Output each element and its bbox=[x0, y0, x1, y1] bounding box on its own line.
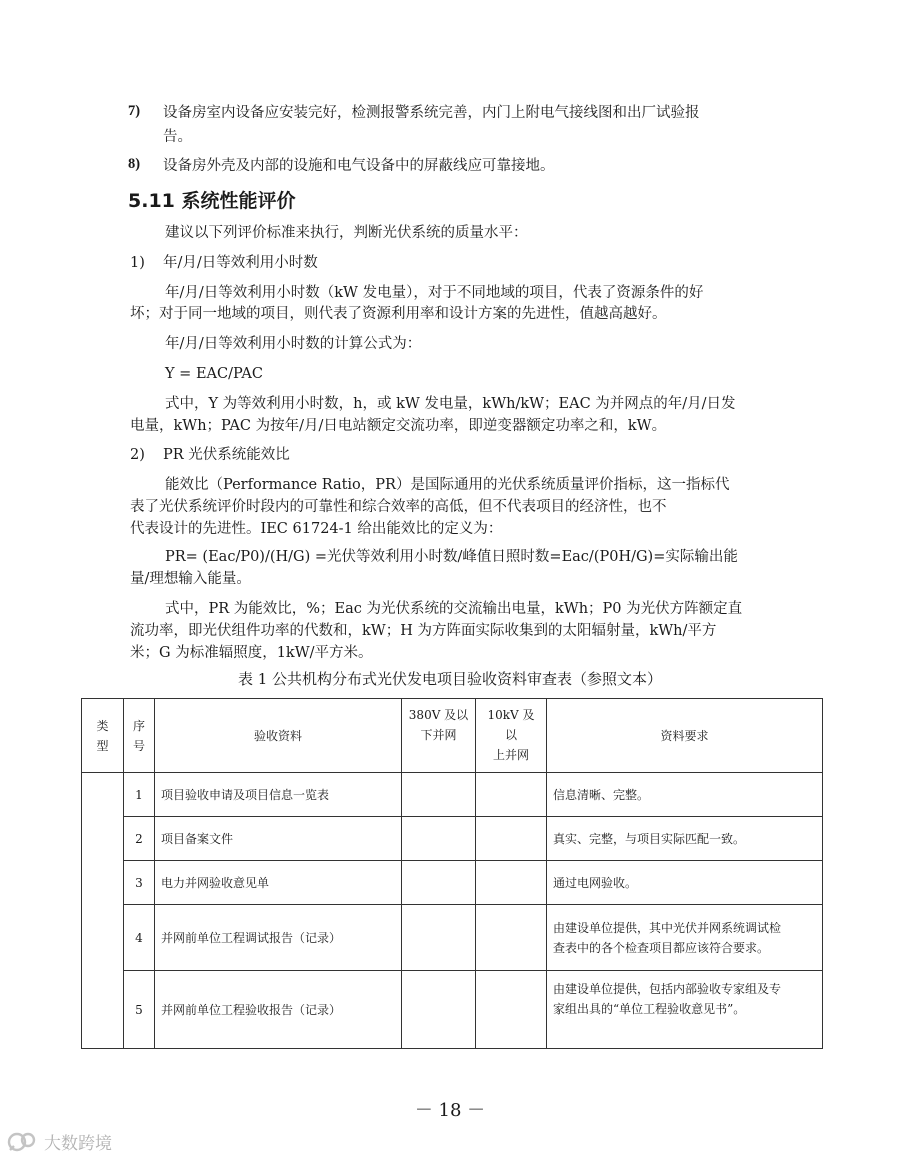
list-number: 7) bbox=[128, 103, 141, 119]
paragraph-line: 流功率，即光伏组件功率的代数和，kW；H 为方阵面实际收集到的太阳辐射量，kWh/平方 bbox=[130, 623, 717, 639]
col-header-requirement: 资料要求 bbox=[547, 699, 823, 773]
table-header-row bbox=[82, 699, 823, 773]
row-requirement: 真实、完整，与项目实际匹配一致。 bbox=[547, 817, 823, 861]
page-number: － 18 － bbox=[414, 1100, 486, 1121]
row-number: 3 bbox=[124, 861, 155, 905]
table-row bbox=[82, 905, 823, 971]
col-header-seq: 序 号 bbox=[124, 699, 155, 773]
row-requirement: 由建设单位提供，包括内部验收专家组及专 家组出具的“单位工程验收意见书”。 bbox=[547, 971, 823, 1049]
row-material: 并网前单位工程验收报告（记录） bbox=[155, 971, 402, 1049]
paragraph-line: 电量，kWh；PAC 为按年/月/日电站额定交流功率，即逆变器额定功率之和，kW。 bbox=[130, 418, 667, 434]
row-material: 并网前单位工程调试报告（记录） bbox=[155, 905, 402, 971]
list-number: 8) bbox=[128, 156, 141, 172]
col-header-10kv: 10kV 及以 上并网 bbox=[476, 699, 547, 773]
row-380v bbox=[402, 817, 476, 861]
type-cell bbox=[82, 773, 124, 1049]
sub-title: PR 光伏系统能效比 bbox=[163, 447, 290, 463]
table-row bbox=[82, 971, 823, 1049]
paragraph-line: 能效比（Performance Ratio，PR）是国际通用的光伏系统质量评价指标，这一指标代 bbox=[165, 477, 730, 493]
paragraph-line: 表了光伏系统评价时段内的可靠性和综合效率的高低，但不代表项目的经济性，也不 bbox=[130, 499, 667, 515]
table-row bbox=[82, 773, 823, 817]
table-row bbox=[82, 861, 823, 905]
row-380v bbox=[402, 861, 476, 905]
formula-line: PR= (Eac/P0)/(H/G) =光伏等效利用小时数/峰值日照时数=Eac/(P0H/G)=实际输出能 bbox=[165, 549, 738, 565]
col-header-material: 验收资料 bbox=[155, 699, 402, 773]
col-header-380v: 380V 及以 下并网 bbox=[402, 699, 476, 773]
row-10kv bbox=[476, 905, 547, 971]
row-requirement: 通过电网验收。 bbox=[547, 861, 823, 905]
paragraph-line: 告。 bbox=[163, 129, 192, 145]
formula: Y = EAC/PAC bbox=[165, 366, 263, 382]
row-material: 项目验收申请及项目信息一览表 bbox=[155, 773, 402, 817]
row-380v bbox=[402, 773, 476, 817]
section-number: 5.11 bbox=[128, 190, 175, 212]
paragraph-line: 式中，Y 为等效利用小时数，h，或 kW 发电量，kWh/kW；EAC 为并网点的年/月/日发 bbox=[165, 396, 736, 412]
watermark-text: 大数跨境 bbox=[44, 1133, 112, 1154]
row-requirement: 由建设单位提供，其中光伏并网系统调试检 查表中的各个检查项目都应该符合要求。 bbox=[547, 905, 823, 971]
section-title: 系统性能评价 bbox=[181, 190, 296, 212]
sub-number: 1) bbox=[130, 255, 145, 271]
paragraph-line: 设备房室内设备应安装完好，检测报警系统完善，内门上附电气接线图和出厂试验报 bbox=[163, 105, 700, 121]
row-requirement: 信息清晰、完整。 bbox=[547, 773, 823, 817]
formula-line: 量/理想输入能量。 bbox=[130, 571, 251, 587]
row-10kv bbox=[476, 861, 547, 905]
section-heading bbox=[128, 186, 296, 213]
row-10kv bbox=[476, 971, 547, 1049]
paragraph-line: 式中，PR 为能效比，%；Eac 为光伏系统的交流输出电量，kWh；P0 为光伏方阵额定直 bbox=[165, 601, 743, 617]
paragraph-line: 年/月/日等效利用小时数（kW 发电量），对于不同地域的项目，代表了资源条件的好 bbox=[165, 285, 704, 301]
sub-number: 2) bbox=[130, 447, 145, 463]
paragraph-line: 坏；对于同一地域的项目，则代表了资源利用率和设计方案的先进性，值越高越好。 bbox=[130, 306, 667, 322]
row-380v bbox=[402, 971, 476, 1049]
row-material: 电力并网验收意见单 bbox=[155, 861, 402, 905]
brand-logo-icon bbox=[6, 1128, 40, 1154]
row-number: 1 bbox=[124, 773, 155, 817]
col-header-type: 类 型 bbox=[82, 699, 124, 773]
row-material: 项目备案文件 bbox=[155, 817, 402, 861]
row-380v bbox=[402, 905, 476, 971]
row-number: 5 bbox=[124, 971, 155, 1049]
row-10kv bbox=[476, 817, 547, 861]
table-row bbox=[82, 817, 823, 861]
paragraph-line: 米；G 为标准辐照度，1kW/平方米。 bbox=[130, 645, 373, 661]
paragraph-line: 设备房外壳及内部的设施和电气设备中的屏蔽线应可靠接地。 bbox=[163, 158, 555, 174]
sub-title: 年/月/日等效利用小时数 bbox=[163, 255, 318, 271]
paragraph-line: 代表设计的先进性。IEC 61724-1 给出能效比的定义为： bbox=[130, 521, 503, 537]
intro-paragraph: 建议以下列评价标准来执行，判断光伏系统的质量水平： bbox=[165, 225, 528, 241]
paragraph-line: 年/月/日等效利用小时数的计算公式为： bbox=[165, 336, 422, 352]
table-caption: 表 1 公共机构分布式光伏发电项目验收资料审查表（参照文本） bbox=[237, 670, 663, 688]
row-10kv bbox=[476, 773, 547, 817]
acceptance-table bbox=[81, 698, 823, 1049]
row-number: 2 bbox=[124, 817, 155, 861]
row-number: 4 bbox=[124, 905, 155, 971]
watermark bbox=[6, 1128, 112, 1154]
